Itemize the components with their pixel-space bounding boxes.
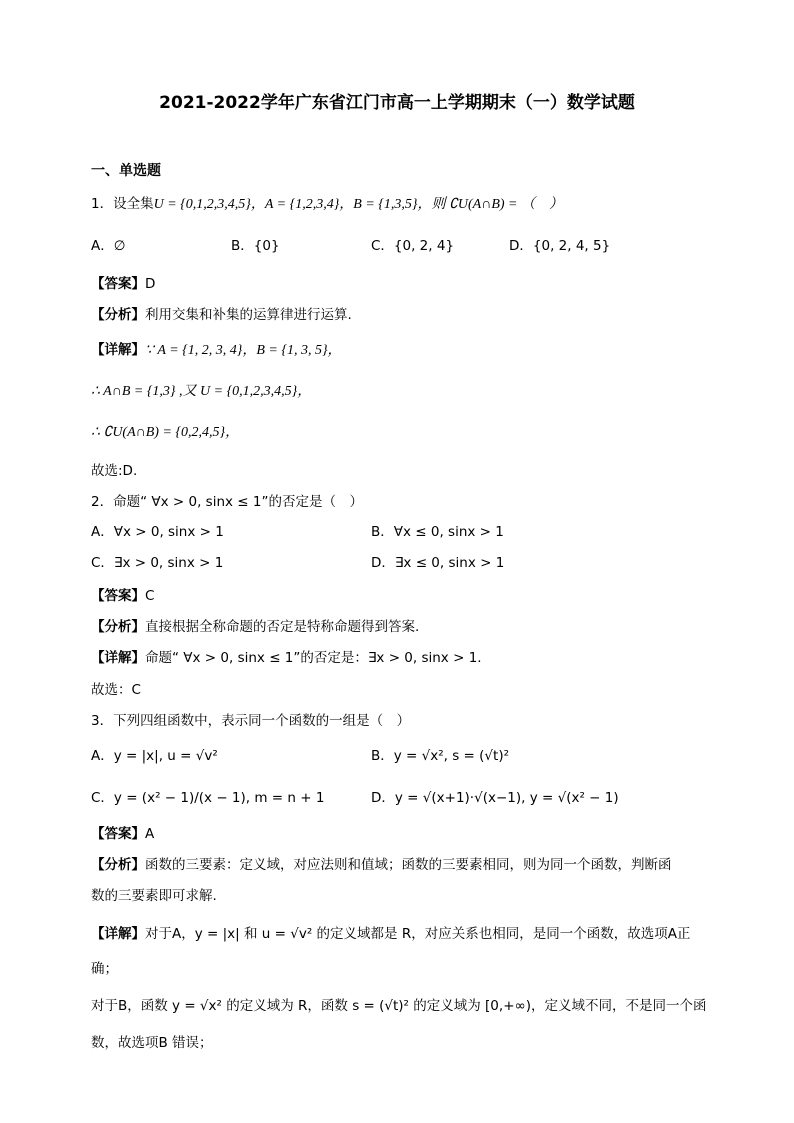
q3-option-c: C．y = (x² − 1)/(x − 1), m = n + 1 — [91, 790, 325, 806]
q3-detail-line-4: 数，故选项B 错误； — [91, 1035, 213, 1051]
analysis-text: 函数的三要素：定义域，对应法则和值域；函数的三要素相同，则为同一个函数，判断函 — [145, 857, 672, 873]
q1-option-b: B．{0} — [231, 238, 280, 254]
q1-stem-text: 1．设全集 — [91, 196, 154, 212]
detail-tag: 【详解】 — [91, 650, 145, 666]
analysis-tag: 【分析】 — [91, 857, 145, 873]
q1-detail-line-3: ∴ ∁U(A∩B) = {0,2,4,5}， — [91, 425, 240, 440]
answer-tag: 【答案】 — [91, 826, 145, 842]
q1-stem-math: U = {0,1,2,3,4,5}，A = {1,2,3,4}，B = {1,3,5}，则 ∁U(A∩B) = （ ） — [153, 197, 563, 212]
q3-detail-line-2: 确； — [91, 961, 118, 977]
q2-option-d: D．∃x ≤ 0, sinx > 1 — [371, 555, 505, 571]
answer-tag: 【答案】 — [91, 588, 145, 604]
section-heading: 一、单选题 — [91, 163, 161, 179]
q2-stem: 2．命题“ ∀x > 0, sinx ≤ 1”的否定是（ ） — [91, 494, 363, 510]
detail-text: 对于A，y = |x| 和 u = √v² 的定义域都是 R，对应关系也相同，是同一个函数，故选项A正 — [145, 926, 691, 942]
q3-analysis-line-1 — [91, 853, 672, 873]
answer-value: C — [145, 588, 155, 604]
q3-option-d: D．y = √(x+1)·√(x−1), y = √(x² − 1) — [371, 790, 619, 806]
q2-option-a: A．∀x > 0, sinx > 1 — [91, 524, 224, 540]
q3-stem: 3．下列四组函数中，表示同一个函数的一组是（ ） — [91, 713, 411, 729]
analysis-text: 利用交集和补集的运算律进行运算. — [145, 307, 352, 323]
detail-tag: 【详解】 — [91, 926, 145, 942]
q2-analysis — [91, 615, 419, 635]
q2-answer — [91, 584, 154, 604]
q3-analysis-line-2: 数的三要素即可求解. — [91, 888, 217, 904]
answer-tag: 【答案】 — [91, 276, 145, 292]
q2-detail — [91, 646, 482, 666]
q1-option-d: D．{0, 2, 4, 5} — [509, 238, 611, 254]
q2-option-c: C．∃x > 0, sinx > 1 — [91, 555, 224, 571]
analysis-tag: 【分析】 — [91, 619, 145, 635]
q1-answer — [91, 272, 155, 292]
detail-math: ∵ A = {1, 2, 3, 4}，B = {1, 3, 5}， — [145, 343, 342, 358]
q1-option-a: A．∅ — [91, 238, 126, 254]
q1-option-c: C．{0, 2, 4} — [371, 238, 455, 254]
q1-detail-line-1 — [91, 338, 342, 359]
answer-value: A — [145, 826, 155, 842]
q3-detail-line-3: 对于B，函数 y = √x² 的定义域为 R，函数 s = (√t)² 的定义域为 [0,+∞)，定义域不同，不是同一个函 — [91, 998, 707, 1014]
q3-detail-line-1 — [91, 922, 690, 942]
answer-value: D — [145, 276, 156, 292]
page-title: 2021-2022学年广东省江门市高一上学期期末（一）数学试题 — [159, 93, 635, 113]
q2-option-b: B．∀x ≤ 0, sinx > 1 — [371, 524, 504, 540]
q1-conclusion: 故选:D. — [91, 463, 138, 479]
q3-answer — [91, 822, 154, 842]
q1-detail-line-2: ∴ A∩B = {1,3} ,又 U = {0,1,2,3,4,5}， — [91, 384, 312, 399]
q1-analysis — [91, 303, 352, 323]
analysis-text: 直接根据全称命题的否定是特称命题得到答案. — [145, 619, 420, 635]
detail-tag: 【详解】 — [91, 342, 145, 358]
q1-stem — [91, 192, 563, 213]
q3-option-b: B．y = √x², s = (√t)² — [371, 748, 509, 764]
analysis-tag: 【分析】 — [91, 307, 145, 323]
q2-conclusion: 故选：C — [91, 682, 141, 698]
q3-option-a: A．y = |x|, u = √v² — [91, 748, 218, 764]
detail-text: 命题“ ∀x > 0, sinx ≤ 1”的否定是：∃x > 0, sinx > 1. — [145, 650, 482, 666]
